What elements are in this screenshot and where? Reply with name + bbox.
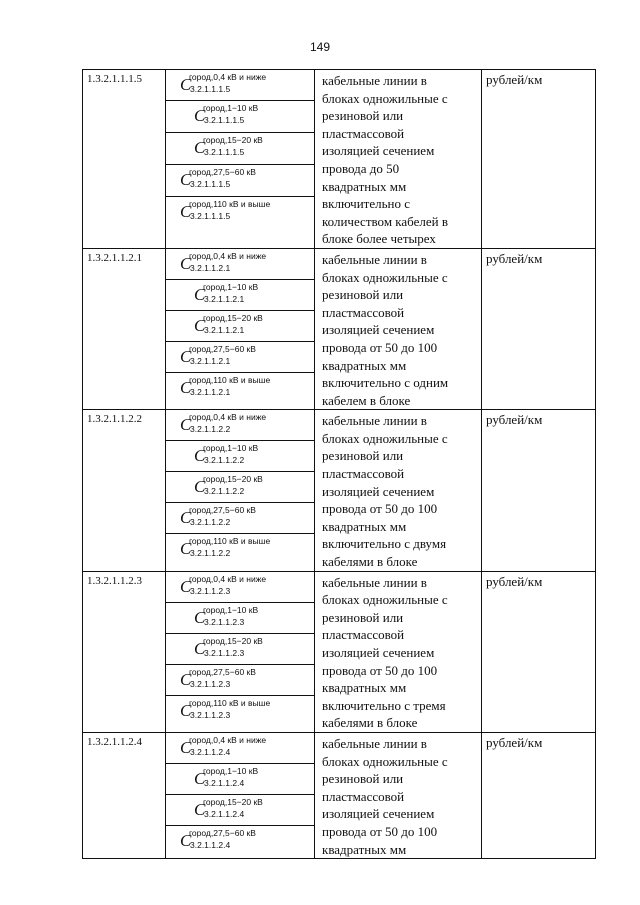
row-code: 1.3.2.1.1.1.5 xyxy=(83,70,166,249)
formula-subscript: 3.2.1.1.2.3 xyxy=(190,709,231,720)
formula-subscript: 3.2.1.1.1.5 xyxy=(190,179,231,189)
description-line: кабельные линии в xyxy=(322,574,427,590)
formula-symbol: C xyxy=(194,138,206,157)
description-line: блоке более четырех xyxy=(322,231,436,247)
formula-symbol: C xyxy=(194,607,206,627)
formula-superscript: город,0,4 кВ и ниже xyxy=(189,250,267,261)
formula-subscript: 3.2.1.1.2.2 xyxy=(190,517,231,528)
formula-cell xyxy=(166,503,314,534)
formula-cell xyxy=(166,342,314,373)
formula-symbol: C xyxy=(194,477,206,497)
description-line: пластмассовой xyxy=(322,466,405,482)
row-unit: рублей/км xyxy=(482,732,596,858)
page-number: 149 xyxy=(309,40,331,54)
row-description xyxy=(315,732,482,858)
formula-subscript: 3.2.1.1.2.1 xyxy=(190,262,231,273)
description-line: пластмассовой xyxy=(322,627,405,643)
formula-subscript: 3.2.1.1.2.3 xyxy=(204,647,245,658)
formula-cell xyxy=(166,572,314,603)
formula-symbol: C xyxy=(194,638,206,658)
formula-symbol: C xyxy=(180,700,192,720)
table-row xyxy=(83,571,596,732)
description-line: кабельные линии в xyxy=(322,73,427,88)
formula-subscript: 3.2.1.1.1.5 xyxy=(204,115,245,125)
row-code: 1.3.2.1.1.2.1 xyxy=(83,248,166,409)
description-line: провода до 50 xyxy=(322,160,400,176)
description-line: изоляцией сечением xyxy=(322,483,435,499)
formula-superscript: город,0,4 кВ и ниже xyxy=(189,573,267,584)
description-line: включительно с двумя xyxy=(322,536,447,552)
formula-column xyxy=(166,571,315,732)
formula-cell xyxy=(166,249,314,280)
formula-cell xyxy=(166,280,314,311)
formula-cell xyxy=(166,764,314,795)
formula-cell xyxy=(166,733,314,764)
formula-subscript: 3.2.1.1.2.4 xyxy=(204,777,245,788)
description-line: пластмассовой xyxy=(322,125,405,141)
formula-superscript: город,27,5−60 кВ xyxy=(189,827,256,838)
row-code: 1.3.2.1.1.2.3 xyxy=(83,571,166,732)
formula-cell xyxy=(166,165,314,197)
formula-subscript: 3.2.1.1.2.1 xyxy=(204,293,245,304)
formula-symbol: C xyxy=(180,202,192,221)
formula-column xyxy=(166,410,315,571)
description-line: изоляцией сечением xyxy=(322,322,435,338)
formula-superscript: город,27,5−60 кВ xyxy=(189,666,256,677)
formula-cell xyxy=(166,311,314,342)
formula-cell xyxy=(166,133,314,165)
description-line: кабельные линии в xyxy=(322,413,427,429)
formula-subscript: 3.2.1.1.2.1 xyxy=(190,386,231,397)
formula-symbol: C xyxy=(180,508,192,528)
formula-cell xyxy=(166,665,314,696)
formula-subscript: 3.2.1.1.2.4 xyxy=(204,808,245,819)
formula-subscript: 3.2.1.1.2.1 xyxy=(204,324,245,335)
formula-symbol: C xyxy=(180,737,192,757)
formula-symbol: C xyxy=(194,315,206,335)
description-line: включительно с xyxy=(322,196,410,212)
description-line: блоках одножильные с xyxy=(322,269,448,285)
formula-superscript: город,0,4 кВ и ниже xyxy=(189,72,267,82)
description-line: кабелями в блоке xyxy=(322,715,418,731)
description-line: блоках одножильные с xyxy=(322,430,448,446)
description-line: кабельные линии в xyxy=(322,251,427,267)
formula-symbol: C xyxy=(194,284,206,304)
formula-column xyxy=(166,732,315,858)
formula-subscript: 3.2.1.1.2.3 xyxy=(204,616,245,627)
row-description xyxy=(315,410,482,571)
formula-symbol: C xyxy=(180,253,192,273)
formula-cell xyxy=(166,634,314,665)
formula-symbol: C xyxy=(194,446,206,466)
formula-symbol: C xyxy=(194,106,206,125)
formula-symbol: C xyxy=(180,377,192,397)
formula-subscript: 3.2.1.1.2.4 xyxy=(190,746,231,757)
formula-symbol: C xyxy=(194,768,206,788)
description-line: пластмассовой xyxy=(322,304,405,320)
row-unit: рублей/км xyxy=(482,571,596,732)
description-line: резиновой или xyxy=(322,108,404,124)
formula-symbol: C xyxy=(194,799,206,819)
description-line: включительно с тремя xyxy=(322,697,446,713)
formula-superscript: город,1−10 кВ xyxy=(203,443,259,454)
row-code: 1.3.2.1.1.2.2 xyxy=(83,410,166,571)
formula-cell xyxy=(166,101,314,133)
formula-superscript: город,110 кВ и выше xyxy=(189,199,271,209)
formula-cell xyxy=(166,603,314,634)
formula-subscript: 3.2.1.1.2.2 xyxy=(204,486,245,497)
formula-cell xyxy=(166,197,314,244)
formula-subscript: 3.2.1.1.2.1 xyxy=(190,355,231,366)
formula-superscript: город,0,4 кВ и ниже xyxy=(189,412,267,423)
description-line: блоках одножильные с xyxy=(322,753,448,769)
formula-subscript: 3.2.1.1.1.5 xyxy=(190,211,231,221)
description-line: изоляцией сечением xyxy=(322,806,435,822)
description-line: блоках одножильные с xyxy=(322,90,448,106)
table-row xyxy=(83,410,596,571)
row-description xyxy=(315,70,482,249)
formula-subscript: 3.2.1.1.1.5 xyxy=(204,147,245,157)
formula-superscript: город,1−10 кВ xyxy=(203,604,259,615)
formula-subscript: 3.2.1.1.2.3 xyxy=(190,585,231,596)
formula-superscript: город,0,4 кВ и ниже xyxy=(189,734,267,745)
description-line: провода от 50 до 100 xyxy=(322,339,438,355)
table-row xyxy=(83,248,596,409)
description-line: изоляцией сечением xyxy=(322,143,435,159)
row-description xyxy=(315,248,482,409)
formula-column xyxy=(166,248,315,409)
description-line: пластмассовой xyxy=(322,788,405,804)
formula-subscript: 3.2.1.1.2.2 xyxy=(190,548,231,559)
description-line: провода от 50 до 100 xyxy=(322,823,438,839)
table-row xyxy=(83,70,596,249)
description-line: квадратных мм xyxy=(322,680,407,696)
row-unit: рублей/км xyxy=(482,248,596,409)
formula-superscript: город,1−10 кВ xyxy=(203,103,259,113)
formula-subscript: 3.2.1.1.2.2 xyxy=(190,424,231,435)
formula-superscript: город,110 кВ и выше xyxy=(189,374,271,385)
formula-cell xyxy=(166,696,314,728)
formula-cell xyxy=(166,70,314,101)
formula-superscript: город,15−20 кВ xyxy=(203,796,263,807)
rates-table xyxy=(82,69,596,859)
formula-superscript: город,27,5−60 кВ xyxy=(189,343,256,354)
rates-table-body xyxy=(83,70,596,859)
description-line: квадратных мм xyxy=(322,178,407,194)
formula-superscript: город,15−20 кВ xyxy=(203,474,263,485)
description-line: резиновой или xyxy=(322,448,404,464)
formula-superscript: город,15−20 кВ xyxy=(203,135,263,145)
row-code: 1.3.2.1.1.2.4 xyxy=(83,732,166,858)
description-line: резиновой или xyxy=(322,771,404,787)
formula-symbol: C xyxy=(180,170,192,189)
formula-subscript: 3.2.1.1.2.3 xyxy=(190,678,231,689)
formula-cell xyxy=(166,826,314,857)
row-unit: рублей/км xyxy=(482,410,596,571)
formula-superscript: город,15−20 кВ xyxy=(203,635,263,646)
description-line: провода от 50 до 100 xyxy=(322,501,438,517)
formula-symbol: C xyxy=(180,830,192,850)
description-line: блоках одножильные с xyxy=(322,592,448,608)
description-line: кабельные линии в xyxy=(322,735,427,751)
formula-superscript: город,110 кВ и выше xyxy=(189,697,271,708)
description-line: провода от 50 до 100 xyxy=(322,662,438,678)
description-line: квадратных мм xyxy=(322,841,407,857)
formula-subscript: 3.2.1.1.2.2 xyxy=(204,455,245,466)
formula-superscript: город,110 кВ и выше xyxy=(189,536,271,547)
formula-superscript: город,1−10 кВ xyxy=(203,281,259,292)
description-line: кабелями в блоке xyxy=(322,554,418,570)
formula-symbol: C xyxy=(180,669,192,689)
description-line: квадратных мм xyxy=(322,357,407,373)
formula-superscript: город,15−20 кВ xyxy=(203,312,263,323)
formula-symbol: C xyxy=(180,415,192,435)
formula-symbol: C xyxy=(180,576,192,596)
formula-superscript: город,27,5−60 кВ xyxy=(189,167,256,177)
description-line: включительно с одним xyxy=(322,375,449,391)
description-line: кабелем в блоке xyxy=(322,392,411,408)
formula-subscript: 3.2.1.1.2.4 xyxy=(190,839,231,850)
formula-cell xyxy=(166,410,314,441)
formula-cell xyxy=(166,472,314,503)
table-row xyxy=(83,732,596,858)
formula-superscript: город,27,5−60 кВ xyxy=(189,505,256,516)
formula-cell xyxy=(166,795,314,826)
formula-symbol: C xyxy=(180,346,192,366)
description-line: количеством кабелей в xyxy=(322,213,448,229)
row-unit: рублей/км xyxy=(482,70,596,249)
description-line: резиновой или xyxy=(322,609,404,625)
description-line: резиновой или xyxy=(322,287,404,303)
formula-cell xyxy=(166,373,314,405)
formula-cell xyxy=(166,534,314,565)
formula-column xyxy=(166,70,315,249)
formula-subscript: 3.2.1.1.1.5 xyxy=(190,84,231,94)
description-line: квадратных мм xyxy=(322,518,407,534)
formula-superscript: город,1−10 кВ xyxy=(203,765,259,776)
description-line: изоляцией сечением xyxy=(322,645,435,660)
row-description xyxy=(315,571,482,732)
formula-symbol: C xyxy=(180,539,192,559)
formula-cell xyxy=(166,441,314,472)
formula-symbol: C xyxy=(180,75,192,94)
